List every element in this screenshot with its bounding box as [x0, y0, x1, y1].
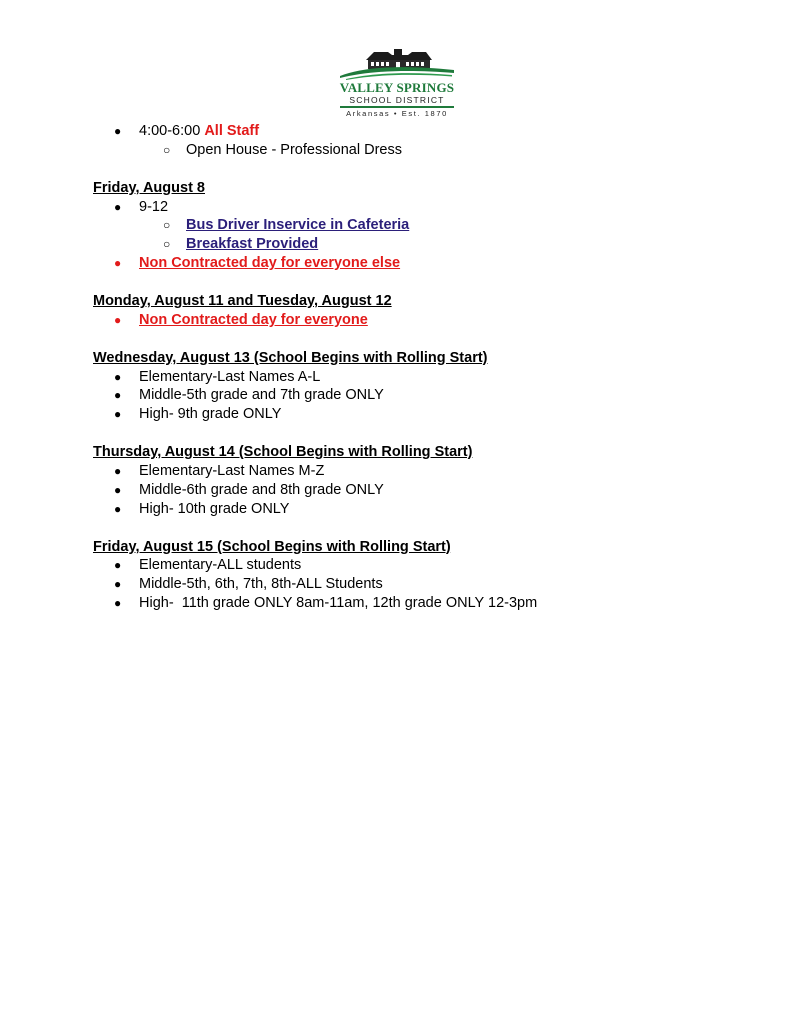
- section-heading: Friday, August 15 (School Begins with Rolling Start): [93, 538, 451, 555]
- logo-subtitle: SCHOOL DISTRICT: [349, 95, 445, 105]
- list-item: ● Middle-5th grade and 7th grade ONLY: [114, 387, 384, 404]
- bullet-icon: ●: [114, 369, 122, 384]
- list-item: [93, 216, 773, 235]
- breakfast-provided-link[interactable]: Breakfast Provided: [186, 236, 319, 253]
- bullet-icon: ●: [114, 558, 122, 573]
- bullet-icon: ●: [114, 256, 122, 271]
- list-item: ● Elementary-ALL students: [114, 557, 302, 574]
- list-item: [93, 311, 773, 330]
- list-item: ● Elementary-Last Names A-L: [114, 368, 321, 385]
- list-item: ● Elementary-Last Names M-Z: [114, 463, 325, 480]
- bullet-icon: ●: [114, 199, 122, 214]
- all-staff-label: All Staff: [204, 123, 260, 139]
- section-heading: Wednesday, August 13 (School Begins with Rolling Start): [93, 349, 488, 366]
- list-item: [93, 254, 773, 273]
- bullet-icon: ●: [114, 501, 122, 516]
- list-item: ● Middle-6th grade and 8th grade ONLY: [114, 481, 384, 498]
- open-house-time: 4:00-6:00: [139, 123, 201, 139]
- grades-label: 9-12: [139, 198, 169, 215]
- section-heading: Friday, August 8: [93, 179, 205, 196]
- logo-tagline: Arkansas • Est. 1870: [346, 109, 448, 118]
- hollow-bullet-icon: ○: [163, 142, 171, 157]
- list-item: ● High- 9th grade ONLY: [114, 406, 282, 423]
- non-contracted-note: Non Contracted day for everyone else: [139, 255, 401, 272]
- bullet-icon: ●: [114, 312, 122, 327]
- hollow-bullet-icon: ○: [163, 237, 171, 252]
- section-heading: Monday, August 11 and Tuesday, August 12: [93, 293, 392, 310]
- bullet-icon: ●: [114, 596, 122, 611]
- list-item: ● High- 11th grade ONLY 8am-11am, 12th grade ONLY 12-3pm: [114, 595, 538, 612]
- bullet-icon: ●: [114, 388, 122, 403]
- list-item: [93, 198, 773, 217]
- list-item: [93, 122, 773, 141]
- bullet-icon: ●: [114, 124, 122, 138]
- schoolhouse-icon: [336, 46, 458, 80]
- bullet-icon: ●: [114, 464, 122, 479]
- non-contracted-note: Non Contracted day for everyone: [139, 311, 368, 328]
- open-house-note: Open House - Professional Dress: [186, 141, 402, 158]
- logo-divider: [340, 106, 454, 108]
- bullet-icon: ●: [114, 482, 122, 497]
- logo-title: VALLEY SPRINGS: [339, 80, 455, 95]
- bullet-icon: ●: [114, 407, 122, 422]
- bus-driver-inservice-link[interactable]: Bus Driver Inservice in Cafeteria: [186, 217, 410, 234]
- bullet-icon: ●: [114, 577, 122, 592]
- list-item: ● High- 10th grade ONLY: [114, 500, 290, 517]
- hollow-bullet-icon: ○: [163, 218, 171, 233]
- section-heading: Thursday, August 14 (School Begins with Rolling Start): [93, 444, 473, 461]
- school-logo: [336, 46, 458, 122]
- list-item: [93, 235, 773, 254]
- list-item: ● Middle-5th, 6th, 7th, 8th-ALL Students: [114, 576, 383, 593]
- list-item: [93, 141, 773, 160]
- schedule-document: [93, 122, 773, 613]
